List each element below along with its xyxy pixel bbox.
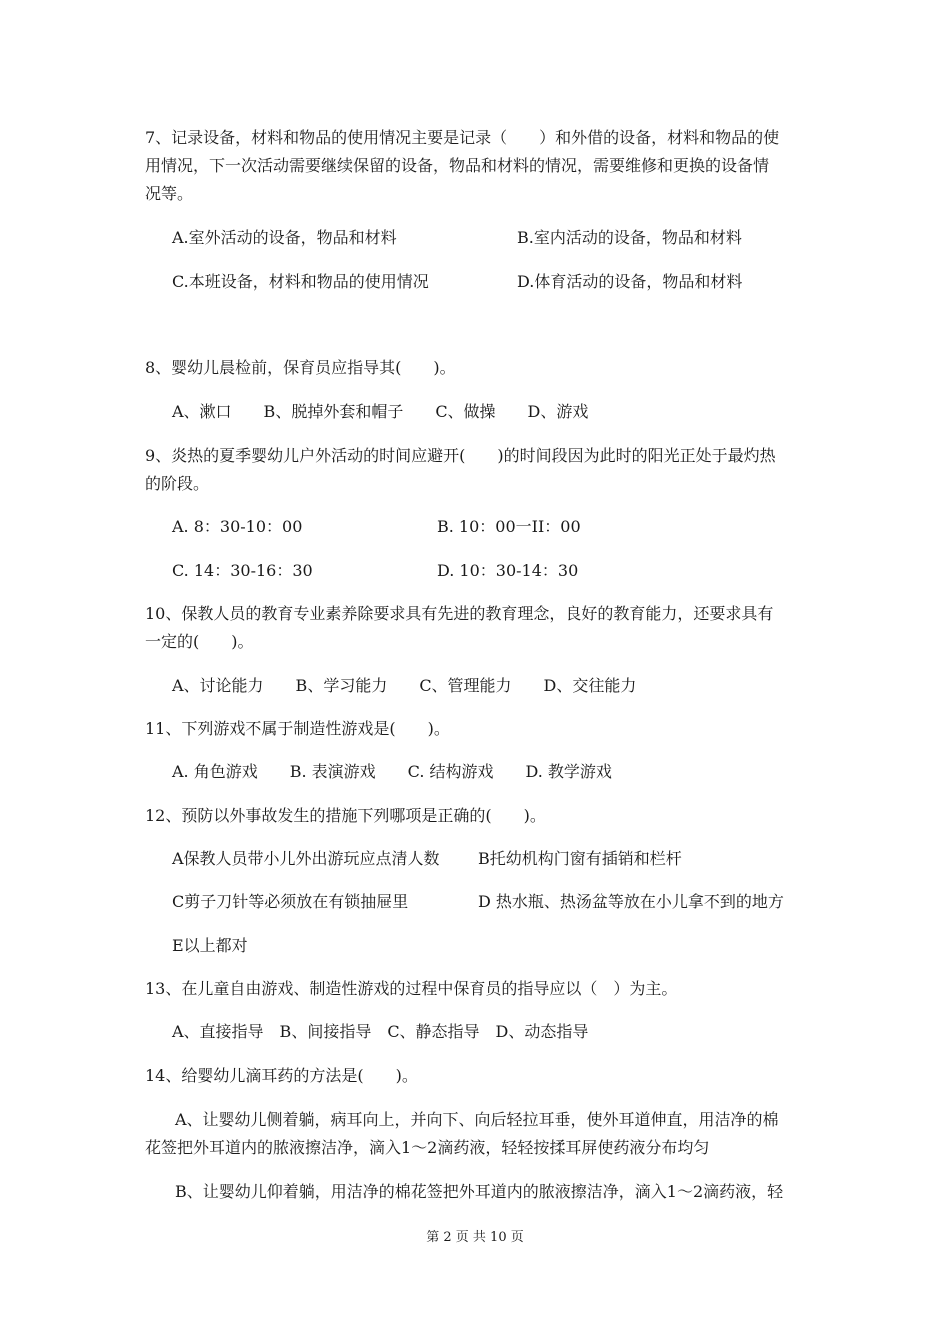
- question-7-option-a: A.室外活动的设备，物品和材料: [172, 228, 397, 247]
- question-7-option-c: C.本班设备，材料和物品的使用情况: [172, 272, 429, 291]
- question-12-option-e: E以上都对: [172, 936, 248, 955]
- question-14-option-a-line-2: 花签把外耳道内的脓液擦洁净，滴入1～2滴药液，轻轻按揉耳屏使药液分布均匀: [145, 1138, 710, 1157]
- question-10-options: A、讨论能力 B、学习能力 C、管理能力 D、交往能力: [172, 676, 637, 695]
- question-12-option-d: D 热水瓶、热汤盆等放在小儿拿不到的地方: [478, 892, 784, 911]
- question-14-option-b-line-1: B、让婴幼儿仰着躺，用洁净的棉花签把外耳道内的脓液擦洁净，滴入1～2滴药液，轻: [175, 1182, 784, 1201]
- question-8-options: A、漱口 B、脱掉外套和帽子 C、做操 D、游戏: [172, 402, 589, 421]
- question-7-line-2: 用情况，下一次活动需要继续保留的设备，物品和材料的情况，需要维修和更换的设备情: [145, 156, 770, 175]
- question-9-option-a: A. 8：30-10：00: [172, 517, 303, 536]
- question-14-option-a-line-1: A、让婴幼儿侧着躺，病耳向上，并向下、向后轻拉耳垂，使外耳道伸直，用洁净的棉: [175, 1110, 779, 1129]
- question-7-option-b: B.室内活动的设备，物品和材料: [517, 228, 742, 247]
- question-9-line-2: 的阶段。: [145, 474, 210, 493]
- question-12-option-b: B托幼机构门窗有插销和栏杆: [478, 849, 682, 868]
- question-9-option-b: B. 10：00一II：00: [437, 517, 581, 536]
- question-13-options: A、直接指导 B、间接指导 C、静态指导 D、动态指导: [172, 1022, 589, 1041]
- question-8-line-1: 8、婴幼儿晨检前，保育员应指导其( )。: [145, 358, 456, 377]
- question-12-line-1: 12、预防以外事故发生的措施下列哪项是正确的( )。: [145, 806, 546, 825]
- page-footer: 第 2 页 共 10 页: [426, 1230, 524, 1245]
- question-11-line-1: 11、下列游戏不属于制造性游戏是( )。: [145, 719, 450, 738]
- question-7-line-1: 7、记录设备，材料和物品的使用情况主要是记录（ ）和外借的设备，材料和物品的使: [145, 128, 780, 147]
- question-7-option-d: D.体育活动的设备，物品和材料: [517, 272, 743, 291]
- question-14-line-1: 14、给婴幼儿滴耳药的方法是( )。: [145, 1066, 418, 1085]
- question-10-line-1: 10、保教人员的教育专业素养除要求具有先进的教育理念，良好的教育能力，还要求具有: [145, 604, 774, 623]
- question-9-line-1: 9、炎热的夏季婴幼儿户外活动的时间应避开( )的时间段因为此时的阳光正处于最灼热: [145, 446, 776, 465]
- question-9-option-c: C. 14：30-16：30: [172, 561, 313, 580]
- question-9-option-d: D. 10：30-14：30: [437, 561, 579, 580]
- question-12-option-c: C剪子刀针等必须放在有锁抽屉里: [172, 892, 409, 911]
- question-10-line-2: 一定的( )。: [145, 632, 254, 651]
- question-11-options: A. 角色游戏 B. 表演游戏 C. 结构游戏 D. 教学游戏: [172, 762, 612, 781]
- question-12-option-a: A保教人员带小儿外出游玩应点清人数: [172, 849, 440, 868]
- question-13-line-1: 13、在儿童自由游戏、制造性游戏的过程中保育员的指导应以（ ）为主。: [145, 979, 678, 998]
- question-7-line-3: 况等。: [145, 184, 194, 203]
